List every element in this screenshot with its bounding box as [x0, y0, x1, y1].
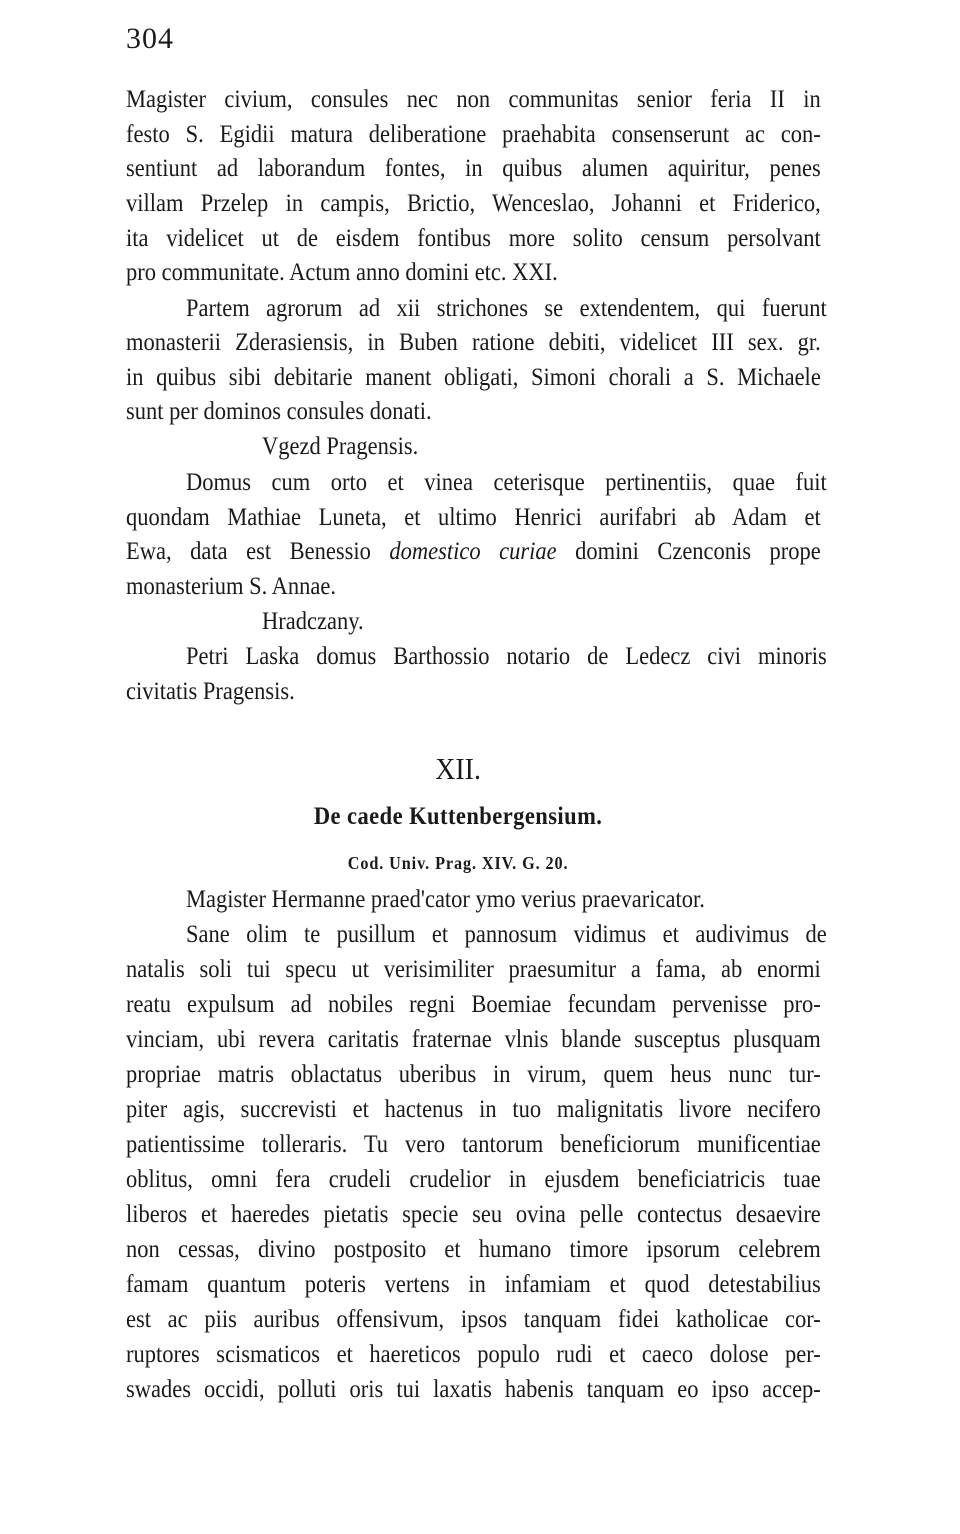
subheading-hradczany: Hradczany. [262, 608, 364, 635]
para2-line-4: sunt per dominos consules donati. [126, 398, 432, 425]
para6-line-9: liberos et haeredes pietatis specie seu ovina pelle contectus desaevire [126, 1201, 821, 1228]
section-title: De caede Kuttenbergensium. [313, 803, 603, 830]
para6-line-1: Sane olim te pusillum et pannosum vidimus et audivimus de [186, 921, 827, 948]
para3-italic-phrase: domestico curiae [389, 538, 557, 565]
para1-line-3: sentiunt ad laborandum fontes, in quibus alumen aquiritur, penes [126, 155, 821, 182]
para6-line-11: famam quantum poteris vertens in infamiam et quod detestabilius [126, 1271, 821, 1298]
para2-line-1: Partem agrorum ad xii strichones se extendentem, qui fuerunt [186, 295, 827, 322]
para6-line-2: natalis soli tui specu ut verisimiliter praesumitur a fama, ab enormi [126, 956, 821, 983]
page-number: 304 [126, 22, 174, 55]
para4-line-2: civitatis Pragensis. [126, 678, 295, 705]
para3-line-2: quondam Mathiae Luneta, et ultimo Henrici aurifabri ab Adam et [126, 504, 821, 531]
para6-line-3: reatu expulsum ad nobiles regni Boemiae fecundam pervenisse pro- [126, 991, 821, 1018]
para6-line-8: oblitus, omni fera crudeli crudelior in ejusdem beneficiatricis tuae [126, 1166, 821, 1193]
subheading-vgezd: Vgezd Pragensis. [262, 433, 419, 460]
para1-line-1: Magister civium, consules nec non communitas senior feria II in [126, 86, 821, 113]
para6-line-5: propriae matris oblactatus uberibus in virum, quem heus nunc tur- [126, 1061, 821, 1088]
para1-line-5: ita videlicet ut de eisdem fontibus more solito censum persolvant [126, 225, 821, 252]
para1-line-2: festo S. Egidii matura deliberatione praehabita consenserunt ac con- [126, 121, 821, 148]
para6-line-13: ruptores scismaticos et haereticos populo rudi et caeco dolose per- [126, 1341, 821, 1368]
para6-line-14: swades occidi, polluti oris tui laxatis habenis tanquam eo ipso accep- [126, 1376, 821, 1403]
para3-line-3 [126, 535, 821, 569]
para3-line-1: Domus cum orto et vinea ceterisque pertinentiis, quae fuit [186, 469, 827, 496]
para3-line-3-text-b: domini Czenconis prope [556, 538, 821, 565]
para1-line-4: villam Przelep in campis, Brictio, Wenceslao, Johanni et Friderico, [126, 190, 821, 217]
para1-line-6: pro communitate. Actum anno domini etc. XXI. [126, 259, 558, 286]
para2-line-3: in quibus sibi debitarie manent obligati, Simoni chorali a S. Michaele [126, 364, 821, 391]
para2-line-2: monasterii Zderasiensis, in Buben ratione debiti, videlicet III sex. gr. [126, 329, 821, 356]
section-number: XII. [435, 751, 481, 786]
para6-line-4: vinciam, ubi revera caritatis fraternae vlnis blande susceptus plusquam [126, 1026, 821, 1053]
para3-line-4: monasterium S. Annae. [126, 573, 336, 600]
para5-line-1: Magister Hermanne praed'cator ymo verius praevaricator. [186, 886, 705, 913]
para6-line-10: non cessas, divino postposito et humano timore ipsorum celebrem [126, 1236, 821, 1263]
para6-line-12: est ac piis auribus offensivum, ipsos tanquam fidei katholicae cor- [126, 1306, 821, 1333]
para4-line-1: Petri Laska domus Barthossio notario de Ledecz civi minoris [186, 643, 827, 670]
para6-line-7: patientissime tolleraris. Tu vero tantorum beneficiorum munificentiae [126, 1131, 821, 1158]
para6-line-6: piter agis, succrevisti et hactenus in tuo malignitatis livore necifero [126, 1096, 821, 1123]
section-source: Cod. Univ. Prag. XIV. G. 20. [347, 853, 569, 873]
para3-line-3-text-a: Ewa, data est Benessio [126, 538, 390, 565]
